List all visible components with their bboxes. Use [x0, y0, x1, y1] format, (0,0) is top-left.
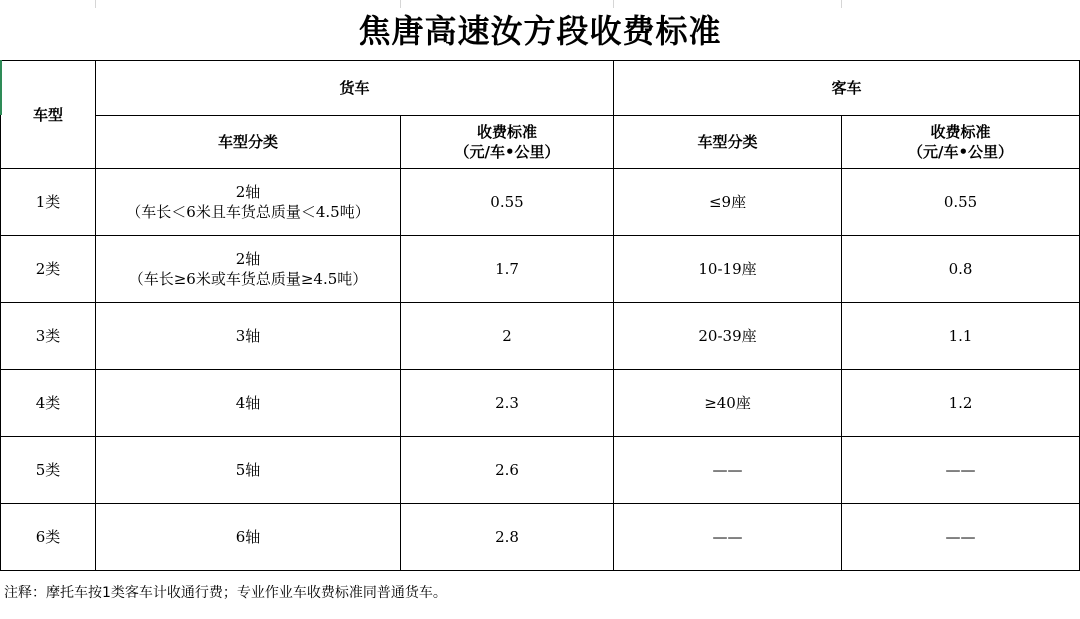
cell-truck-rate[interactable]: 2.3: [401, 370, 614, 437]
header-passenger-group[interactable]: 客车: [614, 61, 1080, 116]
truck-axle-count: 2轴: [235, 183, 261, 201]
header-row-columns: [1, 116, 1080, 169]
header-truck-class[interactable]: 车型分类: [96, 116, 401, 169]
header-truck-rate-title: 收费标准: [477, 123, 538, 141]
cell-passenger-rate[interactable]: 1.2: [842, 370, 1080, 437]
truck-class-condition: （车长≥6米或车货总质量≥4.5吨）: [128, 270, 368, 288]
header-truck-group[interactable]: 货车: [96, 61, 614, 116]
cell-passenger-rate[interactable]: 0.55: [842, 169, 1080, 236]
cell-truck-class[interactable]: 4轴: [96, 370, 401, 437]
table-row: [1, 370, 1080, 437]
cell-passenger-class[interactable]: ——: [614, 437, 842, 504]
table-row: [1, 437, 1080, 504]
cell-vehicle-type[interactable]: 4类: [1, 370, 96, 437]
table-row: [1, 303, 1080, 370]
cell-truck-class[interactable]: 3轴: [96, 303, 401, 370]
page-title: 焦唐高速汝方段收费标准: [358, 12, 722, 50]
header-passenger-rate[interactable]: [842, 116, 1080, 169]
cell-passenger-rate[interactable]: 1.1: [842, 303, 1080, 370]
cell-passenger-class[interactable]: ——: [614, 504, 842, 571]
header-truck-rate-unit: （元/车•公里）: [454, 143, 560, 161]
truck-class-condition: （车长＜6米且车货总质量＜4.5吨）: [126, 203, 370, 221]
cell-truck-class[interactable]: [96, 236, 401, 303]
truck-axle-count: 2轴: [235, 250, 261, 268]
cell-truck-class[interactable]: [96, 169, 401, 236]
cell-vehicle-type[interactable]: 3类: [1, 303, 96, 370]
cell-passenger-class[interactable]: ≤9座: [614, 169, 842, 236]
header-passenger-class[interactable]: 车型分类: [614, 116, 842, 169]
table-row: [1, 504, 1080, 571]
header-row-groups: [1, 61, 1080, 116]
cell-truck-rate[interactable]: 0.55: [401, 169, 614, 236]
cell-truck-rate[interactable]: 2: [401, 303, 614, 370]
cell-vehicle-type[interactable]: 6类: [1, 504, 96, 571]
header-vehicle-type[interactable]: 车型: [1, 61, 96, 169]
toll-fee-table: [0, 60, 1080, 571]
table-row: [1, 169, 1080, 236]
footnote: 注释：摩托车按1类客车计收通行费；专业作业车收费标准同普通货车。: [4, 585, 447, 601]
cell-vehicle-type[interactable]: 5类: [1, 437, 96, 504]
cell-truck-rate[interactable]: 2.8: [401, 504, 614, 571]
cell-truck-rate[interactable]: 2.6: [401, 437, 614, 504]
cell-passenger-rate[interactable]: ——: [842, 504, 1080, 571]
cell-vehicle-type[interactable]: 2类: [1, 236, 96, 303]
cell-vehicle-type[interactable]: 1类: [1, 169, 96, 236]
cell-passenger-rate[interactable]: 0.8: [842, 236, 1080, 303]
selection-accent: [0, 60, 2, 115]
cell-passenger-class[interactable]: 10-19座: [614, 236, 842, 303]
cell-truck-class[interactable]: 6轴: [96, 504, 401, 571]
header-passenger-rate-unit: （元/车•公里）: [907, 143, 1014, 161]
cell-truck-class[interactable]: 5轴: [96, 437, 401, 504]
cell-passenger-rate[interactable]: ——: [842, 437, 1080, 504]
header-passenger-rate-title: 收费标准: [930, 123, 991, 141]
cell-truck-rate[interactable]: 1.7: [401, 236, 614, 303]
cell-passenger-class[interactable]: ≥40座: [614, 370, 842, 437]
header-truck-rate[interactable]: [401, 116, 614, 169]
table-row: [1, 236, 1080, 303]
cell-passenger-class[interactable]: 20-39座: [614, 303, 842, 370]
